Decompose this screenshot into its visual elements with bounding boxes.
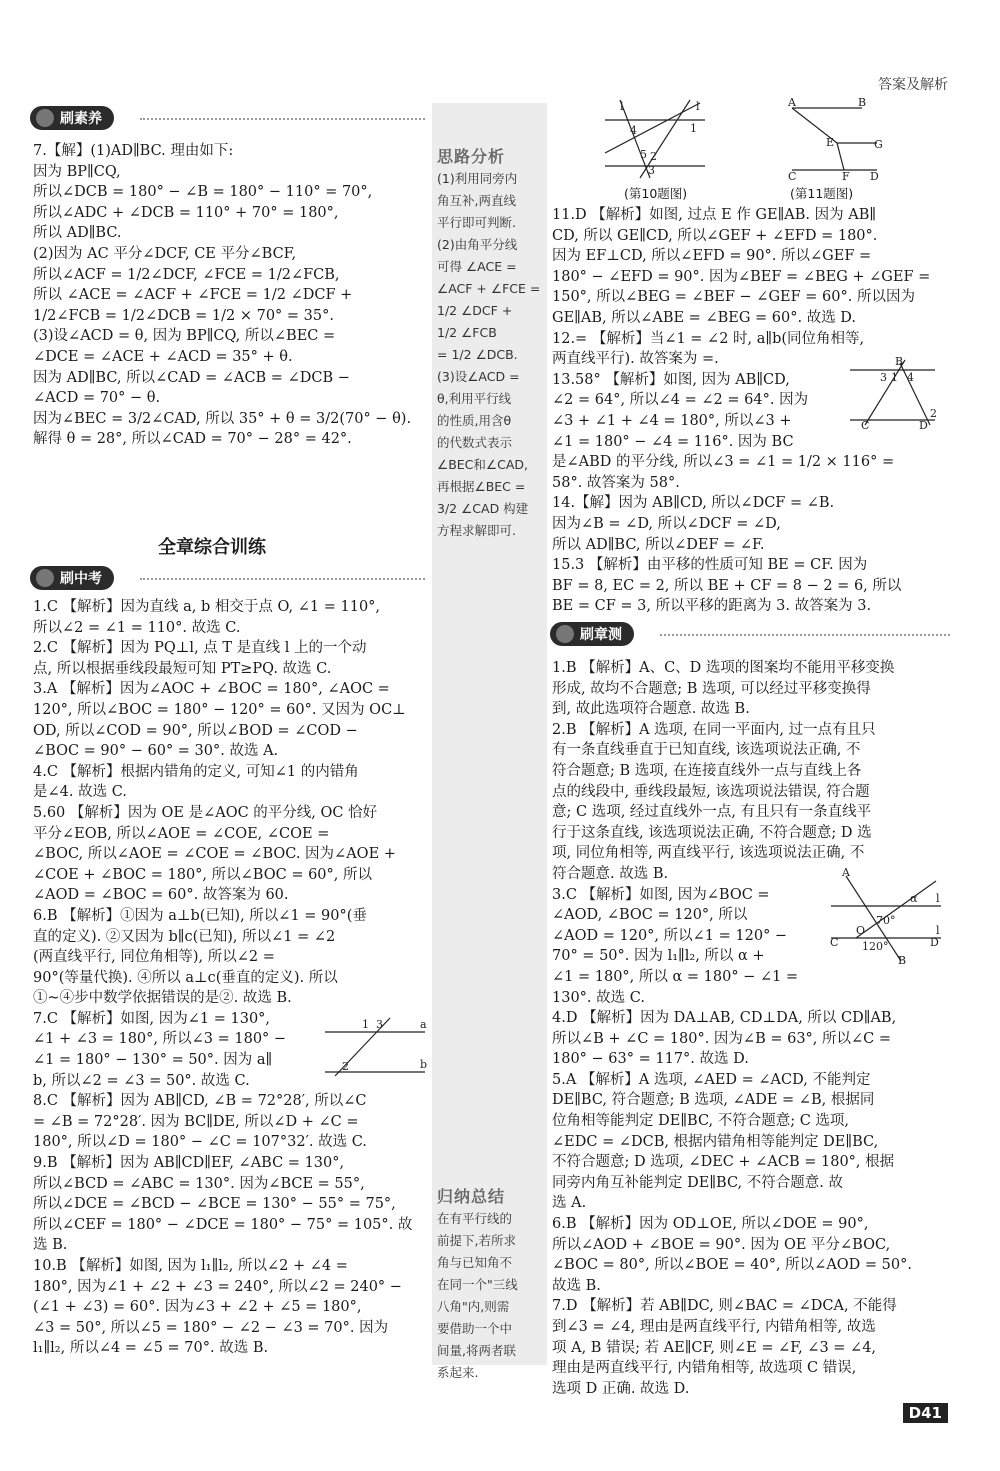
text-line: 所以∠B + ∠C = 180°. 因为∠B = 63°, 所以∠C = [552, 1030, 892, 1047]
text-line: 180° − 63° = 117°. 故选 D. [552, 1051, 749, 1068]
text-line: 所以∠2 = ∠1 = 110°. 故选 C. [33, 619, 241, 636]
svg-text:a: a [420, 1018, 427, 1031]
sidebar-line: 八角"内,则需 [437, 1299, 510, 1314]
text-line: 所以∠BCD = ∠ABC = 130°. 因为∠BCE = 55°, [33, 1175, 365, 1192]
figure-q7 [320, 1010, 430, 1080]
text-line: 直的定义). ②又因为 b∥c(已知), 所以∠1 = ∠2 [33, 928, 336, 945]
svg-text:A: A [788, 98, 796, 109]
pencil-icon [556, 625, 574, 643]
text-line: 符合题意; B 选项, 在连接直线外一点与直线上各 [552, 762, 862, 779]
svg-text:2: 2 [930, 407, 937, 420]
text-line: 有一条直线垂直于已知直线, 该选项说法正确, 不 [552, 742, 861, 759]
text-line: 所以∠DCB = 180° − ∠B = 180° − 110° = 70°, [33, 184, 373, 201]
text-line: OD, 所以∠COD = 90°, 所以∠BOD = ∠COD − [33, 722, 358, 739]
sidebar-line: 的性质,用含θ [437, 413, 512, 428]
text-line: 70° = 50°. 因为 l₁∥l₂, 所以 α + [552, 948, 765, 965]
text-line: (∠1 + ∠3) = 60°. 因为∠3 + ∠2 + ∠5 = 180°, [33, 1299, 362, 1316]
text-line: ∠3 = 50°, 所以∠5 = 180° − ∠2 − ∠3 = 70°. 因为 [33, 1319, 389, 1336]
text-line: l₁∥l₂, 所以∠4 = ∠5 = 70°. 故选 B. [33, 1340, 269, 1357]
sidebar-analysis [437, 146, 540, 542]
sidebar-line: 1/2 ∠DCF + [437, 303, 513, 318]
svg-text:4: 4 [630, 124, 637, 137]
text-line: 是∠ABD 的平分线, 所以∠3 = ∠1 = 1/2 × 116° = [552, 454, 895, 471]
svg-text:l: l [620, 100, 624, 113]
text-line: 7.D 【解析】若 AB∥DC, 则∠BAC = ∠DCA, 不能得 [552, 1298, 897, 1315]
divider [140, 578, 425, 580]
text-line: 120°, 所以∠BOC = 180° − 120° = 60°. 又因为 OC⊥ [33, 701, 406, 718]
text-line: 形成, 故均不合题意; B 选项, 可以经过平移变换得 [552, 680, 871, 697]
sidebar-line: 再根据∠BEC = [437, 479, 526, 494]
svg-text:b: b [420, 1058, 428, 1071]
text-line: 58°. 故答案为 58°. [552, 474, 680, 491]
sidebar-line: θ,利用平行线 [437, 391, 512, 406]
text-line: 符合题意. 故选 B. [552, 865, 669, 882]
text-line: ∠1 = 180° − ∠4 = 116°. 因为 BC [552, 433, 794, 450]
text-line: 理由是两直线平行, 内错角相等, 故选项 C 错误, [552, 1360, 857, 1377]
text-line: 因为 AD∥BC, 所以∠CAD = ∠ACB = ∠DCB − [33, 369, 350, 386]
text-line: 5.A 【解析】A 选项, ∠AED = ∠ACD, 不能判定 [552, 1071, 871, 1088]
badge-shuazhongkao: 刷中考 [30, 566, 114, 591]
sidebar-summary [437, 1186, 518, 1384]
svg-text:B: B [858, 98, 867, 109]
text-line: 10.B 【解析】如图, 因为 l₁∥l₂, 所以∠2 + ∠4 = [33, 1258, 348, 1274]
svg-text:A: A [842, 866, 850, 879]
fig11-caption: (第11题图) [790, 186, 854, 201]
svg-text:1: 1 [362, 1018, 369, 1031]
answer-block-right-1 [552, 205, 952, 617]
text-line: ∠1 + ∠3 = 180°, 所以∠3 = 180° − [33, 1031, 287, 1048]
text-line: 项 A, B 错误; 若 AE∥CF, 则∠E = ∠F, ∠3 = ∠4, [552, 1339, 877, 1356]
text-line: 所以∠CEF = 180° − ∠DCE = 180° − 75° = 105°. 故 [33, 1216, 413, 1233]
text-line: 3.C 【解析】如图, 因为∠BOC = [552, 886, 770, 903]
text-line: 选 A. [552, 1195, 587, 1212]
text-line: GE∥AB, 所以∠ABE = ∠BEG = 60°. 故选 D. [552, 309, 857, 326]
sidebar-line: 系起来. [437, 1365, 479, 1380]
text-line: 5.60 【解析】因为 OE 是∠AOC 的平分线, OC 恰好 [33, 804, 378, 821]
page-number: D41 [903, 1403, 948, 1423]
text-line: ∠BOC, 所以∠AOE = ∠COE = ∠BOC. 因为∠AOE + [33, 846, 396, 863]
answer-block-zhangce [552, 658, 952, 1399]
sidebar-line: 要借助一个中 [437, 1321, 513, 1336]
svg-text:1: 1 [891, 371, 898, 384]
text-line: 因为∠BEC = 3/2∠CAD, 所以 35° + θ = 3/2(70° − θ). [33, 410, 412, 427]
text-line: 选 B. [33, 1237, 68, 1254]
svg-text:3: 3 [648, 164, 655, 177]
svg-text:l: l [936, 924, 940, 937]
sidebar-line: 平行即可判断. [437, 215, 516, 230]
text-line: ∠AOD = ∠BOC = 60°. 故答案为 60. [33, 887, 289, 904]
text-line: ∠1 = 180° − 130° = 50°. 因为 a∥ [33, 1052, 273, 1069]
sidebar-line: ∠ACF + ∠FCE = [437, 281, 541, 296]
svg-text:F: F [842, 170, 850, 180]
text-line: ∠DCE = ∠ACE + ∠ACD = 35° + θ. [33, 348, 293, 365]
answer-block-7 [33, 141, 428, 450]
svg-text:1: 1 [690, 122, 697, 135]
text-line: 12.= 【解析】当∠1 = ∠2 时, a∥b(同位角相等, [552, 330, 865, 347]
svg-text:D: D [870, 170, 879, 180]
text-line: b, 所以∠2 = ∠3 = 50°. 故选 C. [33, 1072, 250, 1089]
svg-text:C: C [861, 419, 870, 430]
sidebar-line: 可得 ∠ACE = [437, 259, 517, 274]
text-line: 2.C 【解析】因为 PQ⊥l, 点 T 是直线 l 上的一个动 [33, 640, 367, 657]
text-line: (3)设∠ACD = θ, 因为 BP∥CQ, 所以∠BEC = [33, 328, 336, 345]
sidebar-line: 在同一个"三线 [437, 1277, 518, 1292]
sidebar-line: 方程求解即可. [437, 523, 516, 538]
text-line: 14.【解】因为 AB∥CD, 所以∠DCF = ∠B. [552, 495, 835, 512]
text-line: ∠COE + ∠BOC = 180°, 所以∠BOC = 60°, 所以 [33, 866, 372, 883]
text-line: 1.C 【解析】因为直线 a, b 相交于点 O, ∠1 = 110°, [33, 599, 381, 615]
text-line: 行于这条直线, 该选项说法正确, 不符合题意; D 选 [552, 824, 872, 841]
sidebar-line: (2)由角平分线 [437, 237, 518, 252]
figure-q3 [826, 866, 946, 966]
text-line: ∠AOD = 120°, 所以∠1 = 120° − [552, 927, 788, 944]
text-line: ∠BOC = 80°, 所以∠BOE = 40°, 所以∠AOD = 50°. [552, 1257, 912, 1274]
svg-text:B: B [895, 355, 904, 368]
text-line: 180° − ∠EFD = 90°. 因为∠BEF = ∠BEG + ∠GEF = [552, 268, 931, 285]
text-line: ∠AOD, ∠BOC = 120°, 所以 [552, 907, 748, 924]
text-line: 15.3 【解析】由平移的性质可知 BE = CF. 因为 [552, 557, 868, 574]
text-line: (2)因为 AC 平分∠DCF, CE 平分∠BCF, [33, 245, 297, 262]
svg-text:2: 2 [342, 1060, 349, 1073]
text-line: 平分∠EOB, 所以∠AOE = ∠COE, ∠COE = [33, 825, 330, 842]
text-line: 所以∠ADC + ∠DCB = 110° + 70° = 180°, [33, 204, 339, 221]
text-line: 9.B 【解析】因为 AB∥CD∥EF, ∠ABC = 130°, [33, 1155, 345, 1172]
summary-heading: 归纳总结 [437, 1187, 506, 1206]
sidebar-line: 在有平行线的 [437, 1211, 513, 1226]
figure-q10 [600, 98, 710, 180]
text-line: 所以∠AOD + ∠BOE = 90°. 因为 OE 平分∠BOC, [552, 1236, 891, 1253]
svg-text:C: C [788, 170, 797, 180]
svg-text:B: B [898, 954, 907, 966]
text-line: ①~④步中数学依据错误的是②. 故选 B. [33, 990, 292, 1007]
text-line: 点的线段中, 垂线段最短, 该选项说法错误, 符合题 [552, 783, 870, 800]
text-line: ∠EDC = ∠DCB, 根据内错角相等能判定 DE∥BC, [552, 1133, 879, 1150]
text-line: 意; C 选项, 经过直线外一点, 有且只有一条直线平 [552, 804, 872, 821]
svg-text:5: 5 [640, 148, 647, 161]
text-line: 180°, 因为∠1 + ∠2 + ∠3 = 240°, 所以∠2 = 240° − [33, 1278, 402, 1295]
sidebar-line: 角互补,两直线 [437, 193, 516, 208]
badge-shuazhangce: 刷章测 [550, 622, 634, 647]
sidebar-line: 间量,将两者联 [437, 1343, 516, 1358]
text-line: 是∠4. 故选 C. [33, 784, 127, 801]
text-line: BE = CF = 3, 所以平移的距离为 3. 故答案为 3. [552, 598, 872, 615]
text-line: 不符合题意; D 选项, ∠DEC + ∠ACB = 180°, 根据 [552, 1154, 895, 1171]
text-line: ∠1 = 180°, 所以 α = 180° − ∠1 = [552, 968, 799, 985]
sidebar-line: 角与已知角不 [437, 1255, 513, 1270]
section-title: 全章综合训练 [158, 537, 266, 558]
svg-text:3: 3 [880, 371, 887, 384]
text-line: 13.58° 【解析】如图, 因为 AB∥CD, [552, 371, 790, 388]
text-line: 4.C 【解析】根据内错角的定义, 可知∠1 的内错角 [33, 763, 359, 780]
sidebar-line: 前提下,若所求 [437, 1233, 516, 1248]
pencil-icon [36, 569, 54, 587]
text-line: DE∥BC, 符合题意; B 选项, ∠ADE = ∠B, 根据同 [552, 1092, 875, 1109]
sidebar-line: ∠BEC和∠CAD, [437, 457, 528, 472]
text-line: ∠ACD = 70° − θ. [33, 390, 161, 407]
text-line: (两直线平行, 同位角相等), 所以∠2 = [33, 949, 275, 966]
svg-text:2: 2 [650, 150, 657, 163]
text-line: 7.C 【解析】如图, 因为∠1 = 130°, [33, 1010, 271, 1027]
svg-text:120°: 120° [862, 940, 889, 953]
svg-text:l: l [696, 100, 700, 113]
svg-text:l: l [936, 892, 940, 905]
text-line: 因为∠B = ∠D, 所以∠DCF = ∠D, [552, 515, 781, 532]
answer-block-zhongkao [33, 597, 428, 1359]
text-line: 点, 所以根据垂线段最短可知 PT≥PQ. 故选 C. [33, 660, 332, 677]
fig10-caption: (第10题图) [624, 186, 688, 201]
text-line: BF = 8, EC = 2, 所以 BE + CF = 8 − 2 = 6, 所以 [552, 577, 902, 594]
text-line: 3.A 【解析】因为∠AOC + ∠BOC = 180°, ∠AOC = [33, 681, 390, 698]
sidebar-line: 的代数式表示 [437, 435, 513, 450]
text-line: 所以 AD∥BC. [33, 225, 122, 242]
text-line: 两直线平行). 故答案为 =. [552, 351, 719, 368]
svg-text:70°: 70° [876, 914, 896, 927]
text-line: 2.B 【解析】A 选项, 在同一平面内, 过一点有且只 [552, 721, 876, 738]
text-line: 1/2∠FCB = 1/2∠DCB = 1/2 × 70° = 35°. [33, 307, 334, 324]
text-line: 所以∠ACF = 1/2∠DCF, ∠FCE = 1/2∠FCB, [33, 266, 340, 283]
text-line: 选项 D 正确. 故选 D. [552, 1380, 690, 1397]
text-line: 7.【解】(1)AD∥BC. 理由如下: [33, 143, 234, 159]
badge-shuasuyang: 刷素养 [30, 106, 114, 131]
text-line: ∠3 + ∠1 + ∠4 = 180°, 所以∠3 + [552, 412, 792, 429]
text-line: 解得 θ = 28°, 所以∠CAD = 70° − 28° = 42°. [33, 431, 352, 448]
text-line: 所以 ∠ACE = ∠ACF + ∠FCE = 1/2 ∠DCF + [33, 287, 353, 304]
svg-text:D: D [930, 936, 939, 949]
text-line: 所以 AD∥BC, 所以∠DEF = ∠F. [552, 536, 765, 553]
svg-text:D: D [919, 419, 928, 430]
text-line: 同旁内角互补能判定 DE∥BC, 不符合题意. 故 [552, 1174, 843, 1191]
sidebar-line: 1/2 ∠FCB [437, 325, 497, 340]
svg-text:C: C [830, 936, 839, 949]
text-line: 4.D 【解析】因为 DA⊥AB, CD⊥DA, 所以 CD∥AB, [552, 1010, 897, 1027]
sidebar-line: (3)设∠ACD = [437, 369, 520, 384]
text-line: 故选 B. [552, 1277, 601, 1294]
sidebar-line: 3/2 ∠CAD 构建 [437, 501, 529, 516]
svg-text:O: O [856, 924, 866, 937]
text-line: ∠BOC = 90° − 60° = 30°. 故选 A. [33, 743, 279, 760]
text-line: CD, 所以 GE∥CD, 所以∠GEF + ∠EFD = 180°. [552, 227, 878, 244]
figure-q11 [782, 98, 892, 180]
analysis-heading: 思路分析 [437, 147, 506, 166]
sidebar-line: = 1/2 ∠DCB. [437, 347, 518, 362]
text-line: 90°(等量代换). ④所以 a⊥c(垂直的定义). 所以 [33, 969, 338, 986]
text-line: 6.B 【解析】①因为 a⊥b(已知), 所以∠1 = 90°(垂 [33, 907, 367, 924]
text-line: 项, 同位角相等, 两直线平行, 该选项说法正确, 不 [552, 845, 865, 862]
text-line: 位角相等能判定 DE∥BC, 不符合题意; C 选项, [552, 1113, 850, 1130]
text-line: 到, 故此选项符合题意. 故选 B. [552, 701, 750, 718]
text-line: 150°, 所以∠BEG = ∠BEF − ∠GEF = 60°. 所以因为 [552, 289, 915, 306]
text-line: ∠2 = 64°, 所以∠4 = ∠2 = 64°. 因为 [552, 392, 809, 409]
svg-text:α: α [910, 892, 918, 905]
page-header-title: 答案及解析 [878, 77, 948, 93]
text-line: 所以∠DCE = ∠BCD − ∠BCE = 130° − 55° = 75°, [33, 1196, 396, 1213]
text-line: 8.C 【解析】因为 AB∥CD, ∠B = 72°28′, 所以∠C [33, 1093, 367, 1110]
divider [140, 118, 425, 120]
text-line: 因为 BP∥CQ, [33, 163, 121, 180]
pencil-icon [36, 109, 54, 127]
text-line: 130°. 故选 C. [552, 989, 645, 1006]
sidebar-line: (1)利用同旁内 [437, 171, 518, 186]
svg-text:E: E [826, 136, 835, 149]
divider [660, 634, 950, 636]
text-line: = ∠B = 72°28′. 因为 BC∥DE, 所以∠D + ∠C = [33, 1113, 359, 1130]
text-line: 180°, 所以∠D = 180° − ∠C = 107°32′. 故选 C. [33, 1134, 367, 1151]
text-line: 11.D 【解析】如图, 过点 E 作 GE∥AB. 因为 AB∥ [552, 207, 877, 223]
text-line: 到∠3 = ∠4, 理由是两直线平行, 内错角相等, 故选 [552, 1319, 876, 1335]
text-line: 因为 EF⊥CD, 所以∠EFD = 90°. 所以∠GEF = [552, 248, 872, 265]
svg-text:G: G [874, 138, 883, 151]
text-line: 6.B 【解析】因为 OD⊥OE, 所以∠DOE = 90°, [552, 1216, 869, 1233]
svg-text:4: 4 [907, 371, 914, 384]
text-line: 1.B 【解析】A、C、D 选项的图案均不能用平移变换 [552, 660, 895, 676]
svg-text:3: 3 [376, 1018, 383, 1031]
